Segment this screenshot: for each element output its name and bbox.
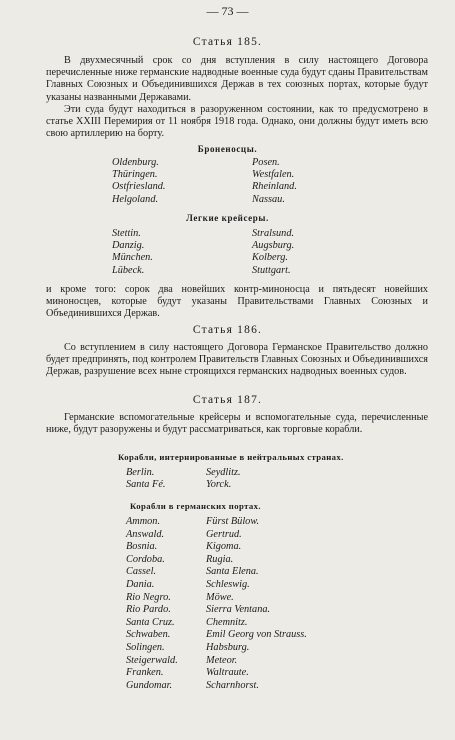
- ship-name: Bosnia.: [126, 541, 158, 553]
- light-cruisers-heading: Легкие крейсеры.: [186, 213, 269, 223]
- ship-name: Habsburg.: [206, 641, 250, 653]
- ship-name: Westfalen.: [252, 169, 295, 181]
- article-186-heading: Статья 186.: [192, 324, 263, 336]
- german-right-list: [206, 516, 307, 692]
- cruisers-left-list: [112, 228, 153, 277]
- ship-name: Seydlitz.: [206, 467, 241, 478]
- ship-name: Helgoland.: [112, 193, 159, 205]
- ship-name: Gundomar.: [126, 679, 173, 691]
- ship-name: Franken.: [126, 667, 164, 679]
- article-185-para1-text: В двухмесячный срок со дня вступления в силу настоящего Договора перечисленные ниже германские надводные военные суда будут сданы Правительствам Главных Союзных и Объединившихся Держав в тех союзных портах, которые будут указаны названными Державами.: [46, 55, 428, 103]
- german-left-list: [126, 516, 178, 692]
- ship-name: Nassau.: [252, 193, 285, 205]
- ship-name: Stuttgart.: [252, 264, 291, 276]
- page-number: — 73 —: [206, 4, 249, 18]
- ship-name: Rio Negro.: [126, 591, 171, 603]
- ship-name: Augsburg.: [252, 240, 295, 252]
- ship-name: Dania.: [126, 578, 155, 590]
- ship-name: Rio Pardo.: [126, 604, 171, 616]
- ship-name: Cassel.: [126, 566, 157, 578]
- ship-name: Thüringen.: [112, 169, 158, 181]
- ship-name: Scharnhorst.: [206, 679, 259, 691]
- article-187-para-text: Германские вспомогательные крейсеры и вспомогательные суда, перечисленные ниже, будут разоружены и будут рассматриваться, как торговые корабли.: [46, 412, 428, 436]
- ship-name: Answald.: [126, 528, 165, 540]
- ship-name: Emil Georg von Strauss.: [206, 629, 307, 641]
- ship-name: Lübeck.: [112, 264, 145, 276]
- ship-name: Ostfriesland.: [112, 181, 166, 193]
- article-186-paragraph: [46, 342, 428, 379]
- article-185-paragraph-1: [46, 55, 428, 104]
- cruisers-right-list: [252, 228, 294, 277]
- ship-name: Stettin.: [112, 228, 141, 239]
- ship-name: Santa Fé.: [126, 479, 166, 491]
- ship-name: Stralsund.: [252, 228, 295, 239]
- ship-name: Posen.: [252, 157, 280, 168]
- ship-name: Oldenburg.: [112, 157, 159, 168]
- neutral-ports-heading: Корабли, интернированные в нейтральных странах.: [118, 452, 344, 462]
- ship-name: München.: [112, 252, 153, 264]
- ship-name: Möwe.: [206, 591, 234, 603]
- ship-name: Santa Elena.: [206, 566, 259, 578]
- article-185-heading: Статья 185.: [192, 36, 263, 48]
- ship-name: Gertrud.: [206, 528, 242, 540]
- ship-name: Ammon.: [126, 516, 161, 527]
- battleships-right-list: [252, 157, 297, 206]
- german-ports-heading: Корабли в германских портах.: [130, 501, 261, 511]
- article-186-para-text: Со вступлением в силу настоящего Договора Германское Правительство должно будет предпринять, под контролем Правительств Главных Союзных и Объединившихся Держав, разрушение всех ныне строящихся германских надводных военных судов.: [46, 342, 428, 378]
- article-185-paragraph-2: [46, 104, 428, 141]
- article-187-heading: Статья 187.: [192, 394, 263, 406]
- ship-name: Santa Cruz.: [126, 616, 175, 628]
- ship-name: Steigerwald.: [126, 654, 178, 666]
- article-187-paragraph: [46, 412, 428, 436]
- ship-name: Solingen.: [126, 641, 165, 653]
- ship-name: Schleswig.: [206, 578, 250, 590]
- ship-name: Rheinland.: [252, 181, 297, 193]
- ship-name: Fürst Bülow.: [206, 516, 260, 527]
- battleships-heading: Броненосцы.: [197, 144, 258, 154]
- article-185-para2-text: Эти суда будут находиться в разоруженном состоянии, как то предусмотрено в статье XXIII Перемирия от 11 ноября 1918 года. Однако, они должны будут иметь всю свою артиллерию на борту.: [46, 104, 428, 140]
- ship-name: Danzig.: [112, 240, 145, 252]
- ship-name: Yorck.: [206, 479, 232, 491]
- ship-name: Kigoma.: [206, 541, 242, 553]
- neutral-left-list: [126, 467, 165, 491]
- ship-name: Schwaben.: [126, 629, 171, 641]
- ship-name: Meteor.: [206, 654, 238, 666]
- ship-name: Cordoba.: [126, 553, 165, 565]
- ship-name: Berlin.: [126, 467, 155, 478]
- neutral-right-list: [206, 467, 241, 491]
- ship-name: Chemnitz.: [206, 616, 248, 628]
- ship-name: Kolberg.: [252, 252, 288, 264]
- article-185-paragraph-3: и кроме того: сорок два новейших контр-миноносца и пятьдесят новейших миноносцев, которые будут указаны Правительствами Главных Союзных и Объединившихся Держав.: [46, 284, 428, 320]
- ship-name: Sierra Ventana.: [206, 604, 271, 616]
- ship-name: Rugia.: [206, 553, 234, 565]
- ship-name: Waltraute.: [206, 667, 249, 679]
- battleships-left-list: [112, 157, 166, 206]
